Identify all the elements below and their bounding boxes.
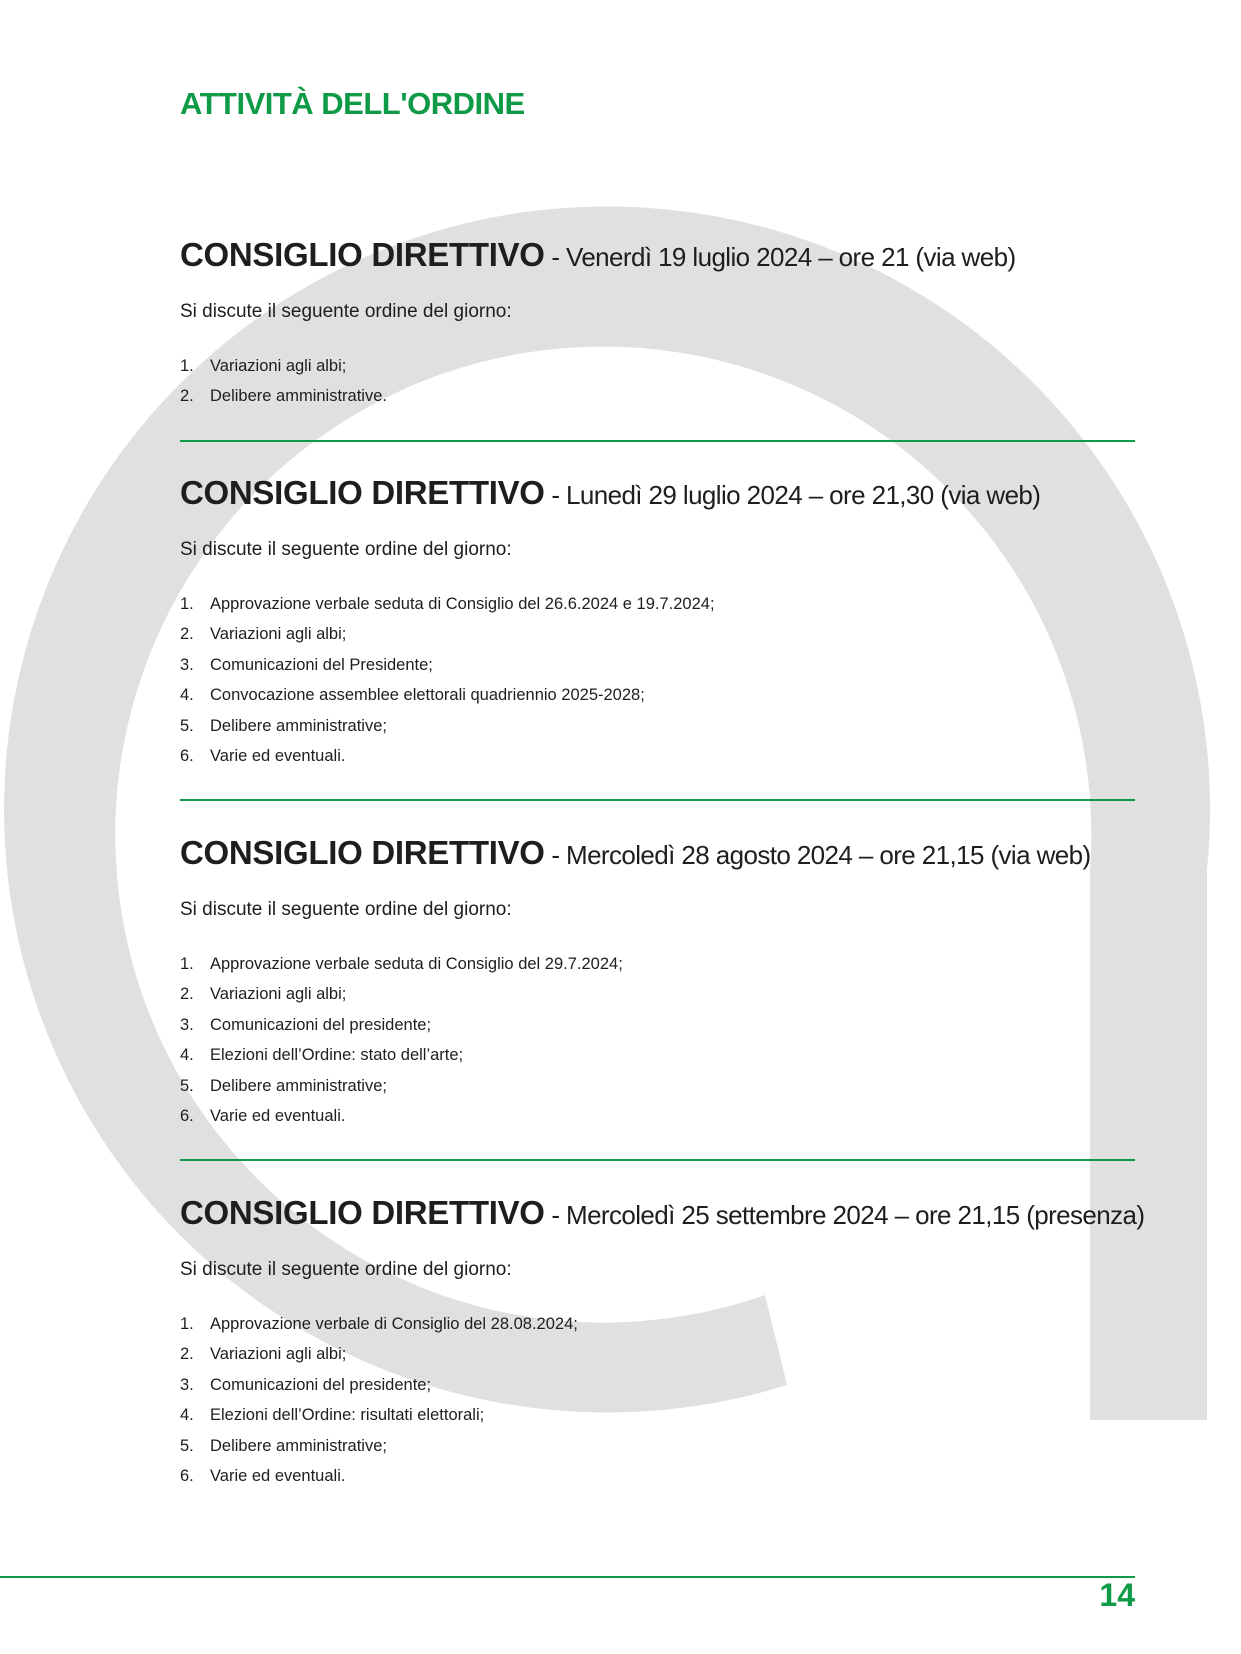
section-title: ATTIVITÀ DELL'ORDINE xyxy=(180,86,525,121)
session-block-3 xyxy=(180,831,1135,1125)
footer-divider xyxy=(0,1576,1135,1578)
agenda-item xyxy=(180,650,715,680)
agenda-item-text: Variazioni agli albi; xyxy=(210,1345,347,1364)
agenda-item-text: Delibere amministrative; xyxy=(210,1076,387,1095)
agenda-item-number: 3. xyxy=(180,1015,194,1034)
agenda-item xyxy=(180,381,387,411)
agenda-item-number: 2. xyxy=(180,1345,194,1364)
agenda-item-number: 2. xyxy=(180,625,194,644)
session-title: CONSIGLIO DIRETTIVO xyxy=(180,834,545,871)
section-divider xyxy=(180,1159,1135,1161)
agenda-item xyxy=(180,1370,578,1400)
session-intro: Si discute il seguente ordine del giorno: xyxy=(180,539,512,560)
agenda-item-text: Comunicazioni del Presidente; xyxy=(210,655,433,674)
session-heading xyxy=(180,471,1135,515)
agenda-item xyxy=(180,1400,578,1430)
session-block-4 xyxy=(180,1191,1145,1485)
agenda-item-number: 5. xyxy=(180,716,194,735)
agenda-item-number: 6. xyxy=(180,1466,194,1485)
session-title: CONSIGLIO DIRETTIVO xyxy=(180,1194,545,1231)
agenda-item-number: 4. xyxy=(180,1406,194,1425)
agenda-item xyxy=(180,979,623,1009)
agenda-item xyxy=(180,741,715,771)
agenda-item-number: 4. xyxy=(180,686,194,705)
section-divider xyxy=(180,440,1135,442)
agenda-item-number: 1. xyxy=(180,357,194,375)
agenda-item-text: Variazioni agli albi; xyxy=(210,357,347,375)
agenda-item-text: Elezioni dell’Ordine: stato dell’arte; xyxy=(210,1046,464,1065)
agenda-item-text: Delibere amministrative. xyxy=(210,387,387,406)
agenda-item xyxy=(180,351,387,381)
agenda-item-text: Varie ed eventuali. xyxy=(210,746,346,765)
agenda-item-text: Varie ed eventuali. xyxy=(210,1466,346,1485)
agenda-item xyxy=(180,1309,578,1339)
agenda-item-text: Delibere amministrative; xyxy=(210,716,387,735)
agenda-item xyxy=(180,711,715,741)
session-date: - Mercoledì 25 settembre 2024 – ore 21,15 (presenza) xyxy=(551,1200,1145,1230)
agenda-item-text: Convocazione assemblee elettorali quadriennio 2025-2028; xyxy=(210,686,645,705)
agenda-list xyxy=(180,589,715,771)
agenda-item-number: 2. xyxy=(180,387,194,406)
agenda-item-number: 1. xyxy=(180,955,194,973)
agenda-item xyxy=(180,1071,623,1101)
agenda-item-number: 6. xyxy=(180,746,194,765)
agenda-item xyxy=(180,1010,623,1040)
session-intro: Si discute il seguente ordine del giorno: xyxy=(180,899,512,920)
session-date: - Venerdì 19 luglio 2024 – ore 21 (via web) xyxy=(551,242,1016,272)
session-intro: Si discute il seguente ordine del giorno: xyxy=(180,1259,512,1280)
agenda-item xyxy=(180,1431,578,1461)
session-block-1 xyxy=(180,233,1135,406)
agenda-item xyxy=(180,589,715,619)
agenda-item-text: Variazioni agli albi; xyxy=(210,985,347,1004)
agenda-list xyxy=(180,351,387,412)
agenda-item-text: Comunicazioni del presidente; xyxy=(210,1375,432,1394)
agenda-item-number: 3. xyxy=(180,1375,194,1394)
session-heading xyxy=(180,831,1135,875)
session-title: CONSIGLIO DIRETTIVO xyxy=(180,474,545,511)
agenda-item-text: Variazioni agli albi; xyxy=(210,625,347,644)
agenda-item-text: Comunicazioni del presidente; xyxy=(210,1015,432,1034)
agenda-item xyxy=(180,1339,578,1369)
agenda-item-text: Approvazione verbale seduta di Consiglio del 29.7.2024; xyxy=(210,955,623,973)
agenda-item-number: 1. xyxy=(180,595,194,613)
agenda-list xyxy=(180,949,623,1131)
agenda-item-number: 6. xyxy=(180,1106,194,1125)
agenda-item-number: 3. xyxy=(180,655,194,674)
session-date: - Mercoledì 28 agosto 2024 – ore 21,15 (via web) xyxy=(551,840,1091,870)
agenda-item-number: 2. xyxy=(180,985,194,1004)
agenda-item xyxy=(180,619,715,649)
agenda-item-text: Elezioni dell’Ordine: risultati elettorali; xyxy=(210,1406,485,1425)
agenda-item-text: Approvazione verbale di Consiglio del 28.08.2024; xyxy=(210,1315,578,1333)
section-divider xyxy=(180,799,1135,801)
agenda-item-number: 5. xyxy=(180,1076,194,1095)
session-block-2 xyxy=(180,471,1135,765)
agenda-item-text: Varie ed eventuali. xyxy=(210,1106,346,1125)
page-number: 14 xyxy=(1099,1577,1135,1613)
agenda-item xyxy=(180,1461,578,1491)
agenda-item-number: 5. xyxy=(180,1436,194,1455)
agenda-list xyxy=(180,1309,578,1491)
agenda-item-text: Delibere amministrative; xyxy=(210,1436,387,1455)
agenda-item xyxy=(180,680,715,710)
agenda-item-number: 4. xyxy=(180,1046,194,1065)
agenda-item xyxy=(180,1040,623,1070)
agenda-item xyxy=(180,949,623,979)
session-heading xyxy=(180,1191,1145,1235)
agenda-item-number: 1. xyxy=(180,1315,194,1333)
session-heading xyxy=(180,233,1135,277)
agenda-item-text: Approvazione verbale seduta di Consiglio del 26.6.2024 e 19.7.2024; xyxy=(210,595,715,613)
session-intro: Si discute il seguente ordine del giorno: xyxy=(180,301,512,322)
session-date: - Lunedì 29 luglio 2024 – ore 21,30 (via web) xyxy=(551,480,1041,510)
agenda-item xyxy=(180,1101,623,1131)
session-title: CONSIGLIO DIRETTIVO xyxy=(180,236,545,273)
